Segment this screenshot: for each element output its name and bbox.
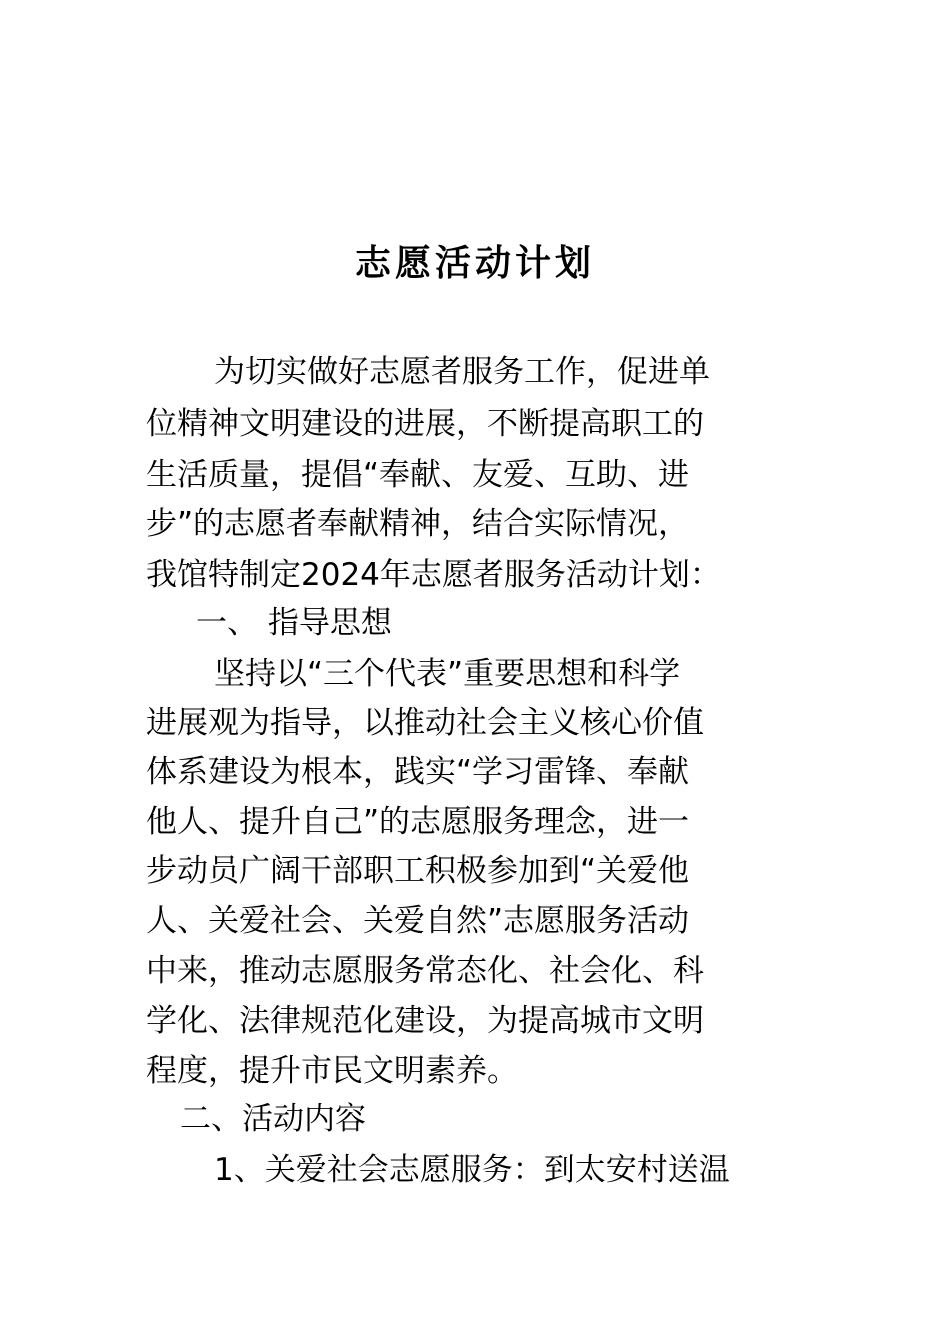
paragraph-line: 1、关爱社会志愿服务：到太安村送温 <box>214 1152 730 1188</box>
paragraph-line: 学化、法律规范化建设，为提高城市文明 <box>146 1003 704 1039</box>
paragraph-line: 位精神文明建设的进展，不断提高职工的 <box>146 406 704 442</box>
paragraph-line: 我馆特制定2024年志愿者服务活动计划： <box>146 557 721 593</box>
paragraph-line: 他人、提升自己”的志愿服务理念，进一 <box>146 804 690 840</box>
paragraph-line: 中来，推动志愿服务常态化、社会化、科 <box>146 953 704 989</box>
paragraph-line: 程度，提升市民文明素养。 <box>146 1053 518 1089</box>
section-heading: 二、活动内容 <box>180 1101 366 1137</box>
paragraph-line: 坚持以“三个代表”重要思想和科学 <box>214 656 681 692</box>
paragraph-line: 体系建设为根本，践实“学习雷锋、奉献 <box>146 754 690 790</box>
paragraph-line: 人、关爱社会、关爱自然”志愿服务活动 <box>146 903 690 939</box>
paragraph-line: 步动员广阔干部职工积极参加到“关爱他 <box>146 853 690 889</box>
section-heading: 一、 指导思想 <box>196 605 392 641</box>
paragraph-line: 生活质量，提倡“奉献、友爱、互助、进 <box>146 457 690 493</box>
paragraph-line: 为切实做好志愿者服务工作，促进单 <box>214 354 710 390</box>
document-title: 志愿活动计划 <box>354 242 595 284</box>
paragraph-line: 步”的志愿者奉献精神，结合实际情况， <box>146 506 690 542</box>
paragraph-line: 进展观为指导，以推动社会主义核心价值 <box>146 705 704 741</box>
